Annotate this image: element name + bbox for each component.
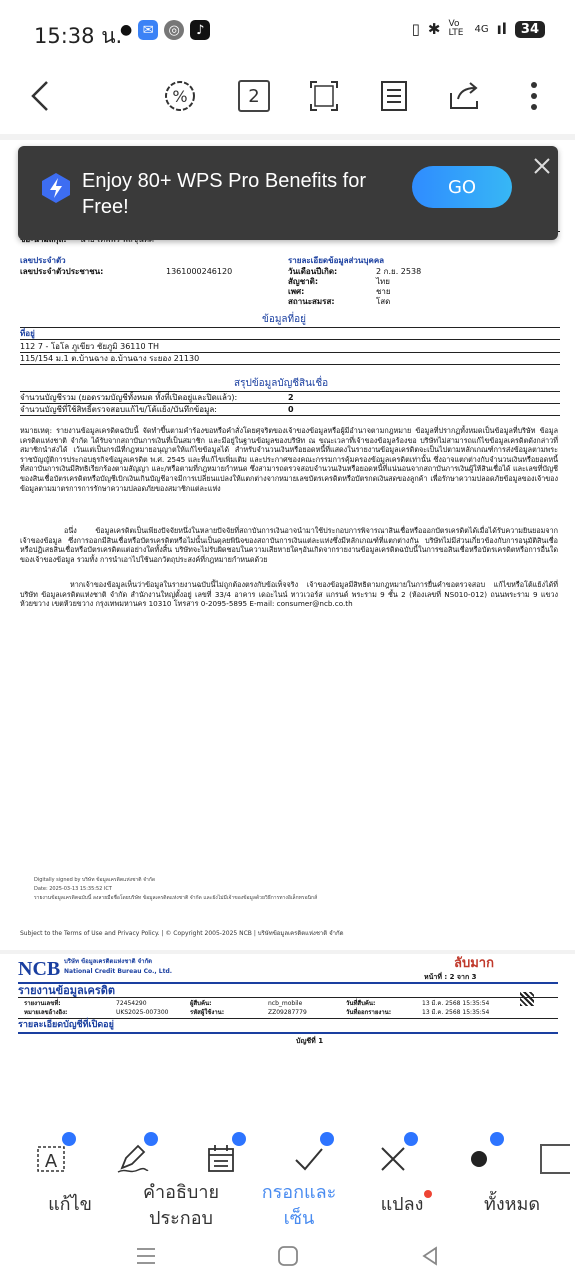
tab-all[interactable]: ทั้งหมด [483,1194,541,1215]
gender-value: ชาย [376,287,391,296]
document-page-2 [0,954,575,1124]
tool-badge-icon [62,1132,76,1146]
dob-value: 2 ก.ย. 2538 [376,267,422,276]
tool-badge-icon [144,1132,158,1146]
date-tool[interactable] [198,1136,244,1182]
query-date-value: 13 มี.ค. 2568 15:35:54 [422,1000,490,1007]
mail-app-icon: ✉ [138,20,158,40]
divider [20,339,560,340]
recent-apps-icon[interactable] [134,1244,158,1268]
marital-label: สถานะสมรส: [288,297,335,306]
company-name-en: National Credit Bureau Co., Ltd. [64,968,173,975]
divider [20,327,560,328]
summary-row-2-value: 0 [288,405,294,414]
tool-badge-icon [232,1132,246,1146]
status-app-icons [120,20,210,40]
vibrate-icon: ▯ [411,20,420,38]
promo-banner[interactable] [18,146,558,240]
svg-text:A: A [44,1151,58,1172]
signed-note-text: รายงานข้อมูลเครดิตฉบับนี้ ลงลายมือชื่อโดยบริษัท ข้อมูลเครดิตแห่งชาติ จำกัด และยังไม่มีเจ้าของข้อมูลด้วยวิธีการทางอิเล็กทรอนิกส์ [34,895,318,901]
divider [20,415,560,416]
page-footer: Subject to the Terms of Use and Privacy Policy. | © Copyright 2005-2025 NCB | บริษัทข้อมูลเครดิตแห่งชาติ จำกัด [20,930,344,937]
gender-label: เพศ: [288,287,305,296]
summary-row-1-label: จำนวนบัญชีรวม (ยอดรวมบัญชีทั้งหมด ทั้งที่เปิดอยู่และปิดแล้ว): [20,393,238,402]
messenger-app-icon: ◎ [164,20,184,40]
divider [18,997,558,998]
account-section-header: รายละเอียดบัญชีที่เปิดอยู่ [18,1020,114,1030]
divider [20,364,560,365]
svg-text:%: % [172,87,188,106]
more-options-icon[interactable] [514,76,554,116]
battery-indicator: 34 [515,21,545,38]
document-page-1 [0,140,575,950]
signal-icon: ıl [496,20,507,38]
ref-label: หมายเลขอ้างอิง: [24,1009,68,1016]
tool-badge-icon [320,1132,334,1146]
summary-row-2-label: จำนวนบัญชีที่ใช้สิทธิ์ตรวจสอบแก้ไข/โต้แย้ง/บันทึกข้อมูล: [20,405,217,414]
tab-annotate[interactable]: คำอธิบาย ประกอบ [142,1182,220,1229]
confidential-label: ลับมาก [454,956,494,971]
company-name-th: บริษัท ข้อมูลเครดิตแห่งชาติ จำกัด [64,958,153,965]
report-no-label: รายงานเลขที่: [24,1000,61,1007]
signed-by-text: Digitally signed by บริษัท ข้อมูลเครดิตแห่งชาติ จำกัด [34,877,156,883]
network-label: 4G [474,23,489,35]
page-count: 2 [238,80,270,112]
signed-date-text: Date: 2025-03-13 15:35:52 ICT [34,886,112,892]
discount-badge-icon[interactable] [160,76,200,116]
marital-value: โสด [376,297,391,306]
id-value: 1361000246120 [166,267,233,276]
disclaimer-note-2: อนึ่ง ข้อมูลเครดิตเป็นเพียงปัจจัยหนึ่งในหลายปัจจัยที่สถาบันการเงินอาจนำมาใช้ประกอบการพิจารณาสินเชื่อหรือออกบัตรเครดิตได้เมื่อได้รับความยินยอมจากเจ้าของข้อมูล ซึ่งการออกมีสินเชื่อหรือบัตรเครดิตหรือไม่นั้นเป็นดุลยพินิจของสถาบันการเงินแต่ละแห่งซึ่งมีหลักเกณฑ์ที่แตกต่างกัน บริษัทไม่มีส่วนเกี่ยวข้องกับการอนุมัติสินเชื่อหรือปฏิเสธสินเชื่อหรือบัตรเครดิตแต่อย่างใดทั้งสิ้น บริษัทจะไม่รับผิดชอบในความเสียหายใดๆอันเกิดจากรายงานข้อมูลเครดิตฉบับนี้ในการขอสินเชื่อหรือบัตรเครดิตหรือการอื่นใดของเจ้าของข้อมูล รวมทั้ง การนำเอาไปใช้นอกวัตถุประสงค์ที่กฎหมายกำหนดด้วย [20,526,558,564]
tab-fill-and-sign[interactable]: กรอกและ เซ็น [261,1182,337,1229]
address-line-1: 112 7 - โอโล ภูเขียว ชัยภูมิ 36110 TH [20,342,160,351]
account-number: บัญชีที่ 1 [296,1037,324,1045]
back-nav-icon[interactable] [418,1244,442,1268]
qr-code-icon [520,992,534,1006]
report-date-label: วันที่ออกรายงาน: [346,1009,392,1016]
bluetooth-icon: ✱ [427,20,441,38]
ncb-logo: NCB [18,958,61,980]
disclaimer-note-1: หมายเหตุ: รายงานข้อมูลเครดิตฉบับนี้ จัดทำขึ้นตามคำร้องขอหรือคำสั่งโดยศุจริตของเจ้าของข้อมูลหรือผู้มีอำนาจตามกฎหมาย ข้อมูลที่ปรากฏทั้งหมดเป็นข้อมูลที่บริษัท ข้อมูลเครดิตแห่งชาติ จำกัด ได้รับจากสถาบันการเงินที่เป็นสมาชิก และมีอยู่ในฐานข้อมูลของบริษัท ณ ขณะเวลาที่เจ้าของข้อมูลร้องขอ บริษัทไม่สามารถแก้ไขข้อมูลเครดิตดังกล่าวที่สมาชิกนำส่งได้ เว้นแต่เป็นกรณีที่กฎหมายอนุญาตให้แก้ไขข้อมูลได้ สำหรับจำนวนเงินหรือยอดหนี้ที่แสดงในรายงานข้อมูลเครดิตจะเป็นไปตามหลักเกณฑ์การส่งข้อมูลตามพระราชบัญญัติการประกอบธุรกิจข้อมูลเครดิต พ.ศ. 2545 และที่แก้ไขเพิ่มเติม และประกาศของคณะกรรมการคุ้มครองข้อมูลเครดิตเท่านั้น ซึ่งอาจแตกต่างกับจำนวนเงินหรือยอดหนี้ที่สถาบันการเงินมีสิทธิเรียกร้องตามสัญญา และ/หรือตามที่กฎหมายกำหนด ซึ่งสามารถตรวจสอบจำนวนเงินหรือยอดหนี้ที่แน่นอนจากสถาบันการเงินผู้ให้สินเชื่อได้ และเลขที่บัญชีของสินเชื่อบัตรเครดิตหรือบัญชีเบิกเงินเกินบัญชีอาจมีการเปลี่ยนแปลงให้แตกต่างจากหมายเลขบัตรเครดิตหรือบัตรกดเงินสดของลูกค้า เพื่อรักษาความปลอดภัยข้อมูลของเจ้าของข้อมูลตามมาตรการการรักษาความปลอดภัยของสมาชิกแต่ละแห่ง [20,426,558,493]
cross-mark-tool[interactable] [370,1136,416,1182]
divider [20,352,560,353]
home-icon[interactable] [276,1244,300,1268]
divider [18,1018,558,1019]
text-box-tool[interactable] [28,1136,74,1182]
fill-sign-panel [0,1124,575,1240]
address-section-title: ข้อมูลที่อยู่ [262,314,307,325]
summary-section-title: สรุปข้อมูลบัญชีสินเชื่อ [234,378,329,389]
new-indicator-dot [424,1190,432,1198]
divider [18,1032,558,1034]
more-tool[interactable] [540,1136,575,1182]
promo-message: Enjoy 80+ WPS Pro Benefits for Free! [82,170,367,218]
user-value: ncb_mobile [268,1000,303,1007]
checkmark-tool[interactable] [286,1136,332,1182]
nationality-value: ไทย [376,277,390,286]
close-icon[interactable] [530,154,554,178]
report-title: รายงานข้อมูลเครดิต [18,984,116,997]
wps-logo-icon [40,172,72,204]
personal-section-header: รายละเอียดข้อมูลส่วนบุคคล [288,256,385,265]
share-icon[interactable] [444,76,484,116]
reader-toolbar [0,64,575,130]
go-button[interactable]: GO [412,166,512,208]
signature-tool[interactable] [110,1136,156,1182]
divider [20,403,560,404]
tool-badge-icon [404,1132,418,1146]
user-label: ผู้สืบค้น: [190,1000,212,1007]
status-indicators [412,20,545,38]
report-date-value: 13 มี.ค. 2568 15:35:54 [422,1009,490,1016]
back-icon[interactable] [20,76,60,116]
user-id-label: รหัสผู้ใช้งาน: [190,1009,225,1016]
address-line-2: 115/154 ม.1 ต.บ้านฉาง อ.บ้านฉาง ระยอง 21130 [20,354,200,363]
volte-label: Vo LTE [448,19,464,38]
tiktok-app-icon: ♪ [190,20,210,40]
nationality-label: สัญชาติ: [288,277,319,286]
query-date-label: วันที่สืบค้น: [346,1000,376,1007]
id-section-header: เลขประจำตัว [20,256,66,265]
tab-edit[interactable]: แก้ไข [48,1194,92,1215]
divider [20,391,560,392]
document-viewer[interactable] [0,134,575,1124]
ref-value: UKS2025-007300 [116,1009,169,1016]
page-count-button[interactable] [234,76,274,116]
disclaimer-note-3: หากเจ้าของข้อมูลเห็นว่าข้อมูลในรายงานฉบับนี้ไม่ถูกต้องตรงกับข้อเท็จจริง เจ้าของข้อมูลมีสิทธิตามกฎหมายในการยื่นคำขอตรวจสอบ แก้ไขหรือโต้แย้งได้ที่ บริษัท ข้อมูลเครดิตแห่งชาติ จำกัด สำนักงานใหญ่ตั้งอยู่ เลขที่ 33/4 อาคาร เดอะไนน์ ทาวเวอร์ส แกรนด์ พระราม 9 ชั้น 2 (ห้องเลขที่ NS010-012) ถนนพระราม 9 แขวงห้วยขวาง เขตห้วยขวาง กรุงเทพมหานคร 10310 โทรสาร 0-2095-5895 E-mail: consumer@ncb.co.th [20,580,558,609]
summary-row-1-value: 2 [288,393,294,402]
tab-convert[interactable]: แปลง [380,1194,424,1215]
id-label: เลขประจำตัวประชาชน: [20,267,104,276]
tool-badge-icon [490,1132,504,1146]
system-nav-bar [0,1240,575,1280]
address-header: ที่อยู่ [20,329,35,338]
reading-mode-icon[interactable] [374,76,414,116]
status-bar [0,0,575,64]
fullscreen-icon[interactable] [304,76,344,116]
dob-label: วันเดือนปีเกิด: [288,267,338,276]
status-time: 15:38 น. [34,24,123,48]
chat-bubble-icon: ● [120,22,133,38]
user-id-value: ZZ09287779 [268,1009,307,1016]
page-indicator: หน้าที่ : 2 จาก 3 [424,973,477,981]
dot-tool[interactable] [456,1136,502,1182]
report-no-value: 72454290 [116,1000,147,1007]
